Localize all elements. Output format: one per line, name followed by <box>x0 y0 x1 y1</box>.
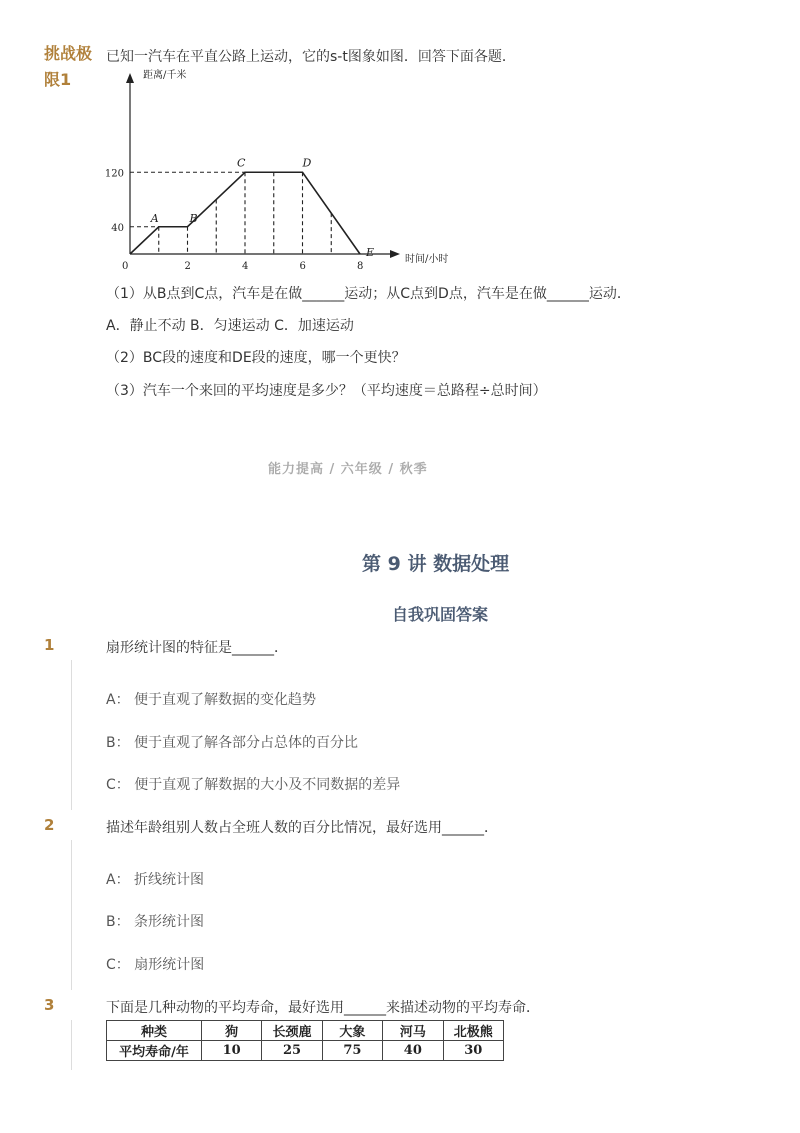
option-a: A： 便于直观了解数据的变化趋势 <box>106 692 317 708</box>
challenge-q3: （3）汽车一个来回的平均速度是多少？（平均速度＝总路程÷总时间） <box>106 383 547 399</box>
x-tick-label: 6 <box>299 261 306 272</box>
x-tick-label: 2 <box>184 261 191 272</box>
table-cell: 30 <box>443 1041 503 1061</box>
option-b: B： 便于直观了解各部分占总体的百分比 <box>106 735 359 751</box>
lecture-title: 第 9 讲 数据处理 <box>362 553 510 575</box>
question-divider <box>71 660 72 810</box>
question-stem: 下面是几种动物的平均寿命，最好选用______来描述动物的平均寿命． <box>106 1000 540 1016</box>
table-header-row <box>107 1021 504 1041</box>
question-number: 1 <box>44 636 55 654</box>
y-axis-label: 距离/千米 <box>143 70 187 81</box>
page-footer: 能力提高 / 六年级 / 秋季 <box>268 462 428 477</box>
challenge-q2: （2）BC段的速度和DE段的速度，哪一个更快？ <box>106 350 406 366</box>
question-number: 3 <box>44 996 55 1014</box>
x-tick-label: 8 <box>357 261 364 272</box>
challenge-stem: 已知一汽车在平直公路上运动，它的s-t图象如图．回答下面各题． <box>106 49 516 65</box>
table-cell: 10 <box>201 1041 261 1061</box>
x-tick-label: 4 <box>242 261 249 272</box>
table-cell: 种类 <box>107 1021 202 1041</box>
option-a: A： 折线统计图 <box>106 872 205 888</box>
table-cell: 平均寿命/年 <box>107 1041 202 1061</box>
challenge-q1: （1）从B点到C点，汽车是在做______运动；从C点到D点，汽车是在做______运动． <box>106 286 631 302</box>
option-b: B： 条形统计图 <box>106 914 205 930</box>
point-label: A <box>150 211 159 225</box>
table-cell: 北极熊 <box>443 1021 503 1041</box>
table-cell: 狗 <box>201 1021 261 1041</box>
x-tick-label: 0 <box>122 261 129 272</box>
point-label: B <box>189 211 198 225</box>
table-cell: 25 <box>262 1041 322 1061</box>
lifespan-table <box>106 1020 504 1061</box>
table-row <box>107 1041 504 1061</box>
table-cell: 75 <box>322 1041 382 1061</box>
challenge-options: A．静止不动 B．匀速运动 C．加速运动 <box>106 318 354 334</box>
point-label: C <box>237 156 246 170</box>
series-line <box>130 172 360 254</box>
table-cell: 大象 <box>322 1021 382 1041</box>
section-title: 自我巩固答案 <box>392 605 489 624</box>
y-tick-label: 120 <box>104 168 124 180</box>
x-axis-arrow <box>390 250 400 258</box>
point-label: D <box>302 156 312 170</box>
question-number: 2 <box>44 816 55 834</box>
question-divider <box>71 840 72 990</box>
y-tick-label: 40 <box>111 222 124 234</box>
question-stem: 扇形统计图的特征是______． <box>106 640 288 656</box>
table-cell: 河马 <box>383 1021 443 1041</box>
question-stem: 描述年龄组别人数占全班人数的百分比情况，最好选用______． <box>106 820 498 836</box>
st-chart <box>100 64 480 278</box>
option-c: C： 扇形统计图 <box>106 957 205 973</box>
challenge-label: 挑战极限1 <box>44 44 93 89</box>
point-label: E <box>366 246 375 259</box>
table-cell: 40 <box>383 1041 443 1061</box>
question-divider <box>71 1020 72 1070</box>
option-c: C： 便于直观了解数据的大小及不同数据的差异 <box>106 777 401 793</box>
y-axis-arrow <box>126 73 134 83</box>
x-axis-label: 时间/小时 <box>405 254 449 265</box>
table-cell: 长颈鹿 <box>262 1021 322 1041</box>
